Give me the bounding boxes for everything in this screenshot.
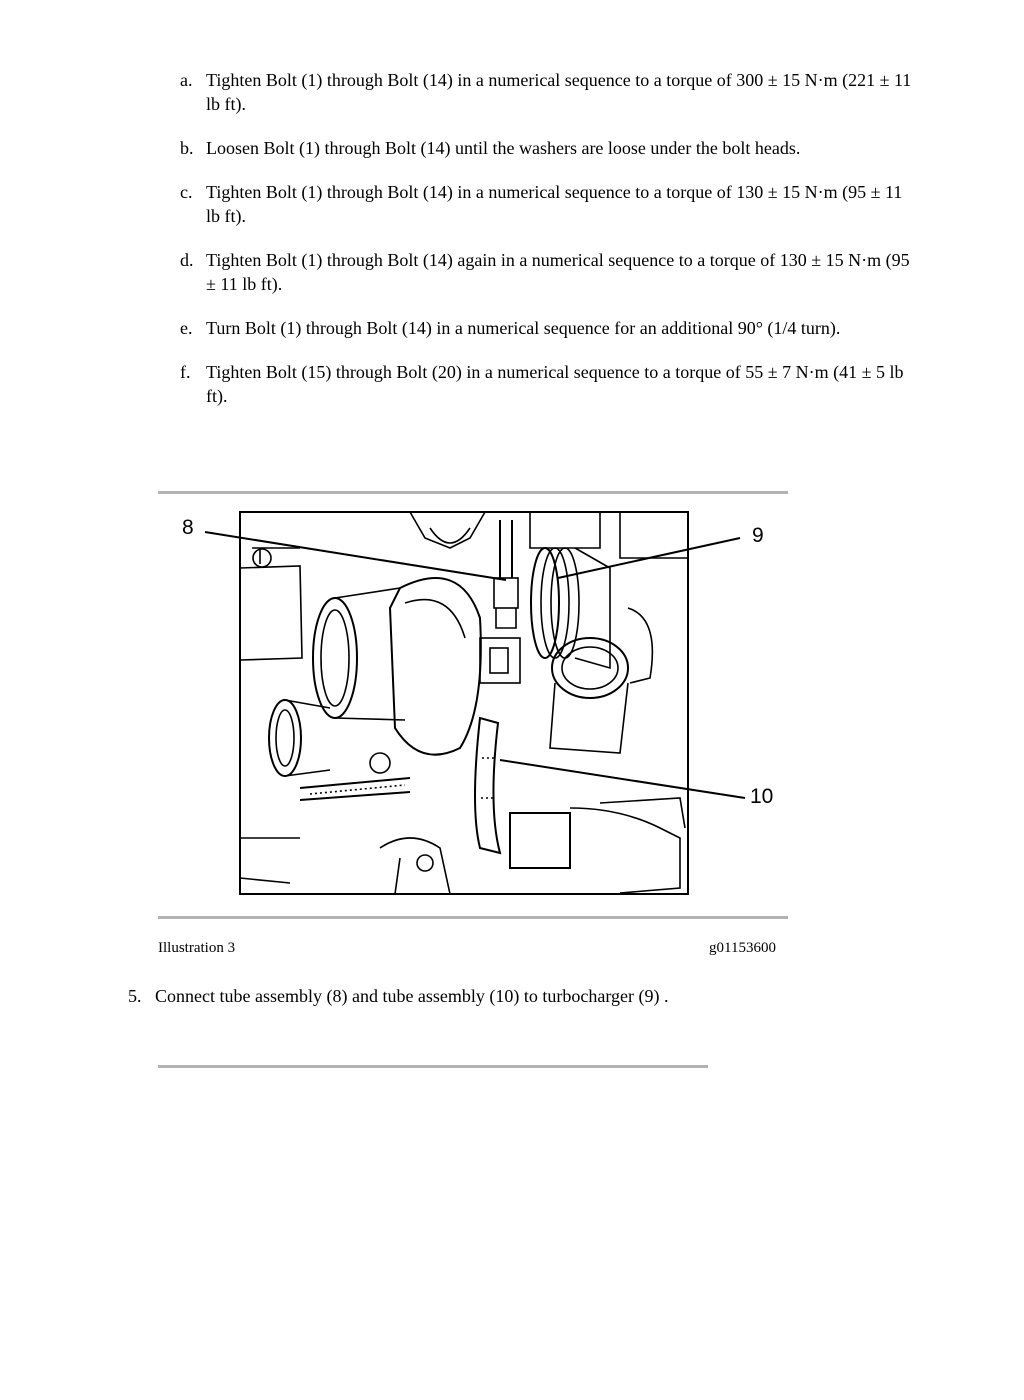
- substep-marker: c.: [180, 182, 193, 202]
- illustration-bottom-rule: [158, 916, 788, 919]
- substep-b: [180, 136, 920, 160]
- illustration-top-rule: [158, 491, 788, 494]
- substep-marker: a.: [180, 70, 193, 90]
- leader-10: [500, 760, 745, 798]
- callout-9: 9: [752, 524, 764, 547]
- substep-text: Tighten Bolt (15) through Bolt (20) in a numerical sequence to a torque of 55 ± 7 N·m (41 ± 5 lb ft).: [206, 362, 904, 406]
- substep-c: [180, 180, 920, 228]
- substep-marker: f.: [180, 362, 191, 382]
- substep-marker: b.: [180, 138, 194, 158]
- substep-text: Tighten Bolt (1) through Bolt (14) in a numerical sequence to a torque of 300 ± 15 N·m (221 ± 11 lb ft).: [206, 70, 912, 114]
- procedure-step-5: [128, 984, 948, 1008]
- step-text: Connect tube assembly (8) and tube assembly (10) to turbocharger (9) .: [155, 986, 669, 1006]
- substep-text: Tighten Bolt (1) through Bolt (14) again in a numerical sequence to a torque of 130 ± 15 N·m (95 ± 11 lb ft).: [206, 250, 910, 294]
- section-divider-rule: [158, 1065, 708, 1068]
- substep-e: [180, 316, 920, 340]
- torque-substep-list: [180, 68, 920, 428]
- substep-f: [180, 360, 920, 408]
- callout-10: 10: [750, 785, 774, 808]
- substep-marker: d.: [180, 250, 194, 270]
- callout-8: 8: [182, 516, 194, 539]
- substep-text: Loosen Bolt (1) through Bolt (14) until the washers are loose under the bolt heads.: [206, 138, 801, 158]
- substep-text: Turn Bolt (1) through Bolt (14) in a numerical sequence for an additional 90° (1/4 turn).: [206, 318, 841, 338]
- turbocharger-illustration: [180, 508, 780, 902]
- leader-9: [558, 538, 740, 578]
- leader-8: [205, 532, 506, 580]
- substep-d: [180, 248, 920, 296]
- callout-leaders: [180, 508, 780, 902]
- substep-marker: e.: [180, 318, 193, 338]
- illustration-graphic-id: g01153600: [709, 940, 776, 956]
- illustration-caption: Illustration 3: [158, 940, 236, 956]
- step-marker: 5.: [128, 986, 142, 1006]
- substep-a: [180, 68, 920, 116]
- substep-text: Tighten Bolt (1) through Bolt (14) in a numerical sequence to a torque of 130 ± 15 N·m (95 ± 11 lb ft).: [206, 182, 903, 226]
